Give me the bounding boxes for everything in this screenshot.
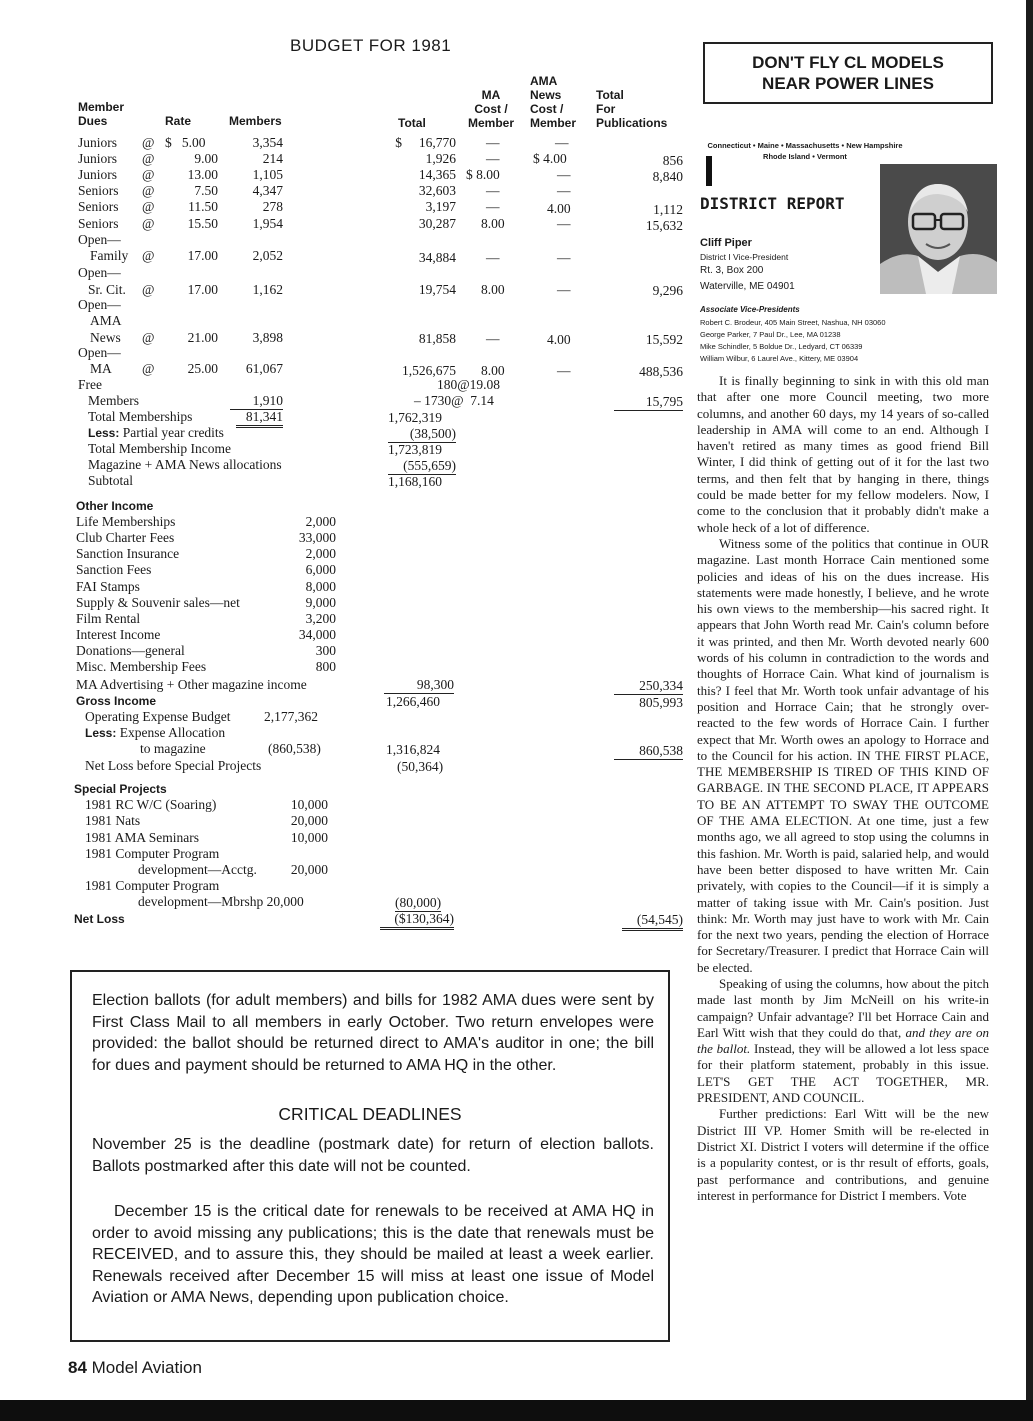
row-label: Sr. Cit. <box>88 282 126 297</box>
row-members: 1,162 <box>252 282 283 297</box>
row-label: Open— <box>78 232 121 247</box>
row-label: Expense Allocation <box>116 725 226 740</box>
article-paragraph <box>697 976 989 1106</box>
row-label: Net Loss before Special Projects <box>85 758 262 773</box>
row-members: 2,052 <box>252 248 283 263</box>
row-at: @ <box>142 248 155 263</box>
row-pubs: 1,112 <box>653 202 683 217</box>
row-news: — <box>557 216 571 231</box>
row-total: ($130,364) <box>380 911 454 930</box>
other-income-value: 34,000 <box>298 627 336 642</box>
special-project-label: development—Mbrshp 20,000 <box>138 894 304 909</box>
row-ma: — <box>486 151 500 166</box>
row-news: 4.00 <box>547 332 571 347</box>
row-ma: 8.00 <box>481 216 505 231</box>
row-label: Juniors <box>78 151 118 166</box>
row-label: MA <box>90 361 112 376</box>
row-at: @ <box>142 282 155 297</box>
other-income-label: Sanction Insurance <box>76 546 180 561</box>
other-income-value: 33,000 <box>298 530 336 545</box>
other-income-value: 2,000 <box>305 546 336 561</box>
row-at: @ <box>142 216 155 231</box>
other-income-label: Supply & Souvenir sales—net <box>76 595 240 610</box>
row-total: (50,364) <box>397 759 444 774</box>
row-total: (555,659) <box>388 458 456 475</box>
associate-vp: Robert C. Brodeur, 405 Main Street, Nashua, NH 03060 <box>700 318 886 327</box>
other-income-value: 2,000 <box>305 514 336 529</box>
row-total: 30,287 <box>418 216 456 231</box>
row-label: Magazine + AMA News allocations <box>88 457 282 472</box>
row-total: 34,884 <box>418 250 456 265</box>
row-total: 81,858 <box>418 331 456 346</box>
row-rate: 11.50 <box>188 199 218 214</box>
row-label: Seniors <box>78 199 119 214</box>
other-income-label: FAI Stamps <box>76 579 140 594</box>
row-pubs: 488,536 <box>639 364 683 379</box>
other-income-label: Interest Income <box>76 627 161 642</box>
special-project-label: 1981 Nats <box>85 813 141 828</box>
district-report-article <box>697 373 989 1204</box>
author-portrait <box>880 164 997 294</box>
other-income-label: Misc. Membership Fees <box>76 659 207 674</box>
row-at: @ <box>142 183 155 198</box>
notice-paragraph: December 15 is the critical date for renewals to be received at AMA HQ in order to avoid missing any publications; this is the date that renewals must be RECEIVED, and to assure this, they should be mailed at least a week earlier. Renewals received after December 15 will miss at least one issue of Model Aviation or AMA News, depending upon publication choice. <box>92 1203 654 1306</box>
row-members: 278 <box>262 199 283 214</box>
row-label: News <box>90 330 121 345</box>
states-line: Connecticut • Maine • Massachusetts • New Hampshire <box>707 141 903 150</box>
row-pubs: (54,545) <box>622 912 683 931</box>
row-news: 4.00 <box>547 201 571 216</box>
row-label: Free <box>78 377 102 392</box>
safety-warning-box <box>703 42 993 104</box>
warning-line: NEAR POWER LINES <box>762 74 934 93</box>
row-label: Seniors <box>78 183 119 198</box>
row-label: Net Loss <box>74 912 125 926</box>
row-label: to magazine <box>140 741 206 756</box>
header-ama-news-cost: AMA News Cost / Member <box>530 74 577 130</box>
district-states <box>700 140 910 162</box>
row-label: Members <box>88 393 139 408</box>
row-at: @ <box>142 135 155 150</box>
special-projects-heading: Special Projects <box>74 782 167 796</box>
row-total: 1,266,460 <box>386 694 440 709</box>
row-pubs: 9,296 <box>652 283 683 298</box>
budget-title: BUDGET FOR 1981 <box>290 36 452 55</box>
scan-edge-bottom <box>0 1400 1033 1421</box>
warning-line: DON'T FLY CL MODELS <box>752 53 944 72</box>
row-at: @ <box>142 151 155 166</box>
other-income-label: Film Rental <box>76 611 141 626</box>
associate-vp: William Wilbur, 6 Laurel Ave., Kittery, ME 03904 <box>700 354 859 363</box>
special-project-value: 10,000 <box>290 797 328 812</box>
header-member-dues: Member Dues <box>78 100 125 128</box>
header-total: Total <box>398 116 426 130</box>
row-ma: $ 8.00 <box>466 167 500 182</box>
row-pubs: 860,538 <box>614 743 683 760</box>
row-label: Subtotal <box>88 473 134 488</box>
row-members: 1,105 <box>252 167 283 182</box>
special-project-value: 20,000 <box>290 862 328 877</box>
row-total: 1,316,824 <box>386 742 440 757</box>
page-folio <box>68 1358 202 1378</box>
row-label: Total Membership Income <box>88 441 232 456</box>
author-role: District I Vice-President <box>700 252 789 262</box>
row-pubs: 856 <box>662 153 683 168</box>
row-label: Gross Income <box>76 694 157 708</box>
other-income-heading: Other Income <box>76 499 154 513</box>
row-news: — <box>555 135 569 150</box>
election-notice-box <box>70 970 670 1342</box>
article-text: Instead, they will be allowed a lot less space for their platform statement, probably in this issue. LET'S GET THE ACT TOGETHER, MR. PRESIDENT, AND COUNCIL. <box>697 1041 990 1106</box>
row-rate: 15.50 <box>187 216 218 231</box>
row-news: — <box>557 167 571 182</box>
other-income-value: 8,000 <box>305 579 336 594</box>
row-total: 19,754 <box>418 282 456 297</box>
special-projects-total: (80,000) <box>395 895 442 910</box>
row-rate: 17.00 <box>187 282 218 297</box>
other-income-label: Club Charter Fees <box>76 530 175 545</box>
header-rate: Rate <box>165 114 192 128</box>
row-pubs: 15,795 <box>614 394 683 411</box>
row-label: Juniors <box>78 135 118 150</box>
row-total: 1,526,675 <box>402 363 456 378</box>
row-ma: — <box>486 135 500 150</box>
row-pubs: 250,334 <box>614 678 683 695</box>
special-project-label: 1981 Computer Program <box>85 878 220 893</box>
other-income-label: Life Memberships <box>76 514 176 529</box>
notice-paragraph: Election ballots (for adult members) and bills for 1982 AMA dues were sent by First Class Mail to all members in early October. Two return envelopes were provided: the ballot should be returned direct to AMA's auditor in one; the bill for dues and payment should be returned to AMA HQ in the other. <box>92 992 654 1074</box>
row-label: Open— <box>78 265 121 280</box>
row-members: 3,898 <box>252 330 283 345</box>
district-roman-numeral <box>706 156 712 186</box>
special-project-label: 1981 RC W/C (Soaring) <box>85 797 217 812</box>
row-rate: 7.50 <box>194 183 218 198</box>
row-label: Seniors <box>78 216 119 231</box>
row-ma: — <box>486 199 500 214</box>
other-income-label: Sanction Fees <box>76 562 152 577</box>
states-line: Rhode Island • Vermont <box>763 152 847 161</box>
row-members: 214 <box>262 151 283 166</box>
notice-paragraph: November 25 is the deadline (postmark date) for return of election ballots. Ballots postmarked after this date will not be counted. <box>92 1136 654 1175</box>
author-address-line: Waterville, ME 04901 <box>700 281 795 292</box>
special-project-value: 10,000 <box>290 830 328 845</box>
row-value: 2,177,362 <box>264 709 318 724</box>
other-income-label: Donations—general <box>76 643 185 658</box>
critical-deadlines-heading: CRITICAL DEADLINES <box>278 1104 462 1124</box>
row-news: — <box>557 183 571 198</box>
row-members: 1,910 <box>230 393 283 410</box>
row-rate: 25.00 <box>187 361 218 376</box>
row-pubs: 15,632 <box>645 218 683 233</box>
row-rate: $ 5.00 <box>165 135 206 150</box>
author-address-line: Rt. 3, Box 200 <box>700 265 764 276</box>
associate-vps-heading: Associate Vice-Presidents <box>700 305 800 314</box>
row-ma: 8.00 <box>481 363 505 378</box>
row-at: @ <box>142 330 155 345</box>
row-label: MA Advertising + Other magazine income <box>76 677 307 692</box>
row-at: @ <box>142 199 155 214</box>
row-label: Operating Expense Budget <box>85 709 231 724</box>
row-news: — <box>557 282 571 297</box>
header-members: Members <box>229 114 282 128</box>
row-label: Juniors <box>78 167 118 182</box>
article-emphasis: and they are on the ballot. <box>697 1024 990 1057</box>
row-total: 1,762,319 <box>388 410 442 425</box>
row-at: @ <box>142 361 155 376</box>
row-ma: — <box>486 250 500 265</box>
row-at: @ <box>142 167 155 182</box>
header-total-publications: Total For Publications <box>596 88 668 130</box>
special-project-label: development—Acctg. <box>138 862 257 877</box>
row-label: AMA <box>90 313 122 328</box>
less-label: Less: <box>88 426 120 440</box>
header-ma-cost: MA Cost / Member <box>467 88 514 130</box>
row-ma: 8.00 <box>481 282 505 297</box>
scan-edge-right <box>1026 0 1033 1421</box>
row-total: $ 16,770 <box>395 135 456 150</box>
row-pubs: 15,592 <box>645 332 683 347</box>
other-income-value: 300 <box>315 643 336 658</box>
other-income-value: 3,200 <box>305 611 336 626</box>
page-number: 84 <box>68 1358 87 1377</box>
associate-vp: George Parker, 7 Paul Dr., Lee, MA 01238 <box>700 330 841 339</box>
other-income-value: 9,000 <box>305 595 336 610</box>
row-total: 1,723,819 <box>388 442 442 457</box>
district-report-title: DISTRICT REPORT <box>700 194 845 213</box>
article-text: Speaking of using the columns, how about the pitch made last month by Jim McNeill on his write-in campaign? Unfair advantage? I'll bet Horrace Cain and Earl Witt wish that they could do that, <box>697 975 989 1040</box>
row-note: 180@19.08 <box>437 377 501 392</box>
row-members: 3,354 <box>252 135 283 150</box>
article-paragraph: Further predictions: Earl Witt will be the new District III VP. Homer Smith will be re-elected in District XI. District I voters will determine if the office is a popularity contest, or is thr result of efforts, goals, past performance and contributions, and genuine interest in performance for District I members. Vote <box>697 1106 989 1203</box>
special-project-label: 1981 AMA Seminars <box>85 830 200 845</box>
associate-vp: Mike Schindler, 5 Boldue Dr., Ledyard, CT 06339 <box>700 342 863 351</box>
row-value: (860,538) <box>268 741 321 756</box>
article-paragraph: Witness some of the politics that continue in OUR magazine. Last month Horrace Cain mentioned some policies and ideas of his on the dues increase. His statements were made honestly, I believe, and he wrote his own views to the membership—his sacred right. It appears that John Worth read Mr. Cain's column before it was printed, and then Mr. Worth devoted nearly 600 words of his column in contradiction to the words and thoughts of Horrace Cain. What kind of journalism is this? I feel that Mr. Worth took unfair advantage of his position and Horrace Cain; that he strongly over-reacted to the few words of Horrace Cain. I further expect that Mr. Worth owes an apology to Horrace and to the Council for his action. IN THE FIRST PLACE, THE MEMBERSHIP IS TIRED OF THIS KIND OF GARBAGE. IN THE SECOND PLACE, IT APPEARS TO BE AN ATTEMPT TO SWAY THE OUTCOME OF THE AMA ELECTION. At one time, just a few months ago, we all agreed to stop using the columns in this fashion. Mr. Worth is paid, salaried help, and would have been better disposed to have written Mr. Cain privately, with copies to the Council—if it is simply a matter of taking issue with Mr. Cain's position. Just think: Mr. Worth may just have to work with Mr. Cain for the next two years, pending the election of Horrace for Secretary/Treasurer. I predict that Horrace Cain will be elected. <box>697 535 989 975</box>
row-label: Total Memberships <box>88 409 193 424</box>
author-name: Cliff Piper <box>700 237 752 249</box>
row-total: 14,365 <box>418 167 456 182</box>
row-news: $ 4.00 <box>533 151 567 166</box>
row-label: Open— <box>78 297 121 312</box>
row-note: – 1730@ 7.14 <box>414 393 494 408</box>
row-members: 4,347 <box>252 183 283 198</box>
row-label: Family <box>90 248 129 263</box>
row-rate: 9.00 <box>194 151 218 166</box>
special-project-label: 1981 Computer Program <box>85 846 220 861</box>
row-rate: 21.00 <box>187 330 218 345</box>
row-members: 81,341 <box>236 409 283 428</box>
row-total: 98,300 <box>384 677 454 694</box>
row-ma: — <box>486 331 500 346</box>
row-total: 32,603 <box>418 183 456 198</box>
row-total: 1,926 <box>425 151 456 166</box>
row-total: (38,500) <box>388 426 456 443</box>
other-income-value: 800 <box>315 659 336 674</box>
row-rate: 13.00 <box>187 167 218 182</box>
row-pubs: 8,840 <box>652 169 683 184</box>
row-news: — <box>557 250 571 265</box>
row-members: 1,954 <box>252 216 283 231</box>
row-news: — <box>557 363 571 378</box>
row-ma: — <box>486 183 500 198</box>
other-income-value: 6,000 <box>305 562 336 577</box>
less-label: Less: <box>85 726 117 740</box>
row-label: Partial year credits <box>119 425 224 440</box>
row-label: Open— <box>78 345 121 360</box>
article-paragraph: It is finally beginning to sink in with this old man that after one more Council meeting, two more columns, and another 60 days, my 14 years of so-called leadership in AMA will come to an end. Although I haven't retired as many times as good friend Bill Winter, I did think of getting out of it for the last two terms, and then felt that by hanging in there, things could be made better for my fellow modelers. Now, I come to the conclusion that it probably didn't make a whole heck of a lot of difference. <box>697 373 989 535</box>
magazine-name: Model Aviation <box>86 1358 202 1377</box>
row-pubs: 805,993 <box>639 695 683 710</box>
special-project-value: 20,000 <box>290 813 328 828</box>
row-total: 3,197 <box>425 199 456 214</box>
row-rate: 17.00 <box>187 248 218 263</box>
row-total: 1,168,160 <box>388 474 442 489</box>
row-members: 61,067 <box>245 361 283 376</box>
